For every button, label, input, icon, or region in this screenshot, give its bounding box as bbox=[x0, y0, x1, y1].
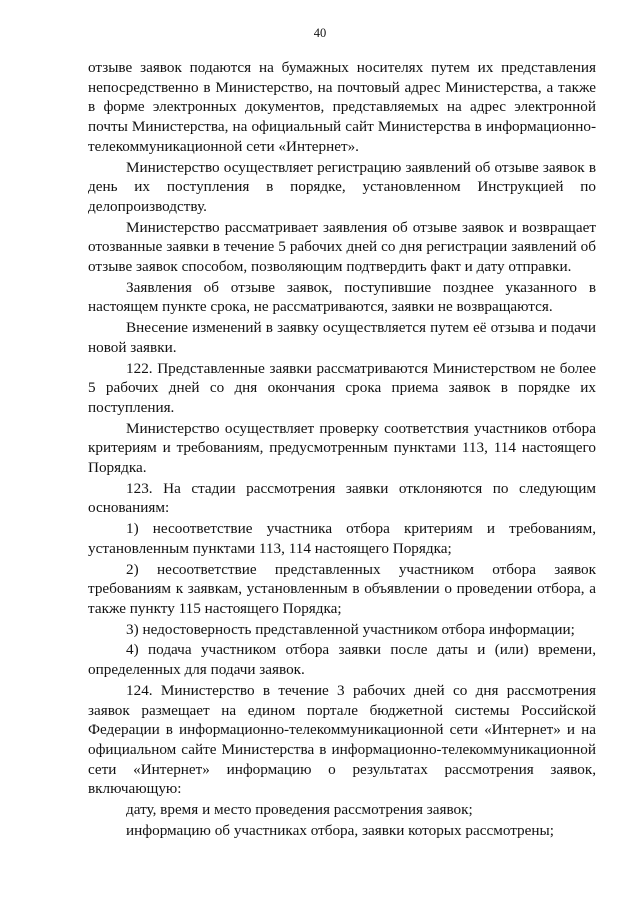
paragraph-7: Министерство осуществляет проверку соответствия участников отбора критериям и требованиям, предусмотренным пунктами 113, 114 настоящего Порядка. bbox=[88, 419, 596, 477]
page-number: 40 bbox=[313, 26, 327, 40]
paragraph-11: 3) недостоверность представленной участником отбора информации; bbox=[126, 620, 575, 638]
document-body bbox=[88, 58, 596, 840]
paragraph-8: 123. На стадии рассмотрения заявки отклоняются по следующим основаниям: bbox=[88, 479, 596, 517]
paragraph-1: отзыве заявок подаются на бумажных носителях путем их представления непосредственно в Министерство, на почтовый адрес Министерства, а также в форме электронных документов, представляемых на адрес электронной почты Министерства, на официальный сайт Министерства в информационно-телекоммуникационной сети «Интернет». bbox=[88, 59, 596, 155]
paragraph-5: Внесение изменений в заявку осуществляется путем её отзыва и подачи новой заявки. bbox=[88, 319, 596, 356]
paragraph-13: 124. Министерство в течение 3 рабочих дней со дня рассмотрения заявок размещает на едином портале бюджетной системы Российской Федерации в информационно-телекоммуникационной сети «Интернет» и на официальном сайте Министерства в информационно-телекоммуникационной сети «Интернет» информацию о результатах рассмотрения заявок, включающую: bbox=[88, 681, 596, 798]
paragraph-10: 2) несоответствие представленных участником отбора заявок требованиям к заявкам, установленным в объявлении о проведении отбора, а также пункту 115 настоящего Порядка; bbox=[88, 560, 596, 617]
paragraph-2: Министерство осуществляет регистрацию заявлений об отзыве заявок в день их поступления в порядке, установленном Инструкцией по делопроизводству. bbox=[88, 158, 596, 215]
paragraph-15: информацию об участниках отбора, заявки которых рассмотрены; bbox=[126, 821, 554, 839]
paragraph-14: дату, время и место проведения рассмотрения заявок; bbox=[126, 801, 473, 819]
paragraph-3: Министерство рассматривает заявления об отзыве заявок и возвращает отозванные заявки в течение 5 рабочих дней со дня регистрации заявлений об отзыве заявок способом, позволяющим подтвердить факт и дату отправки. bbox=[88, 218, 596, 276]
paragraph-9: 1) несоответствие участника отбора критериям и требованиям, установленным пунктами 113, 114 настоящего Порядка; bbox=[88, 520, 596, 557]
paragraph-6: 122. Представленные заявки рассматриваются Министерством не более 5 рабочих дней со дня окончания срока приема заявок в порядке их поступления. bbox=[88, 359, 596, 416]
paragraph-4: Заявления об отзыве заявок, поступившие позднее указанного в настоящем пункте срока, не рассматриваются, заявки не возвращаются. bbox=[88, 278, 596, 316]
paragraph-12: 4) подача участником отбора заявки после даты и (или) времени, определенных для подачи заявок. bbox=[88, 641, 596, 679]
